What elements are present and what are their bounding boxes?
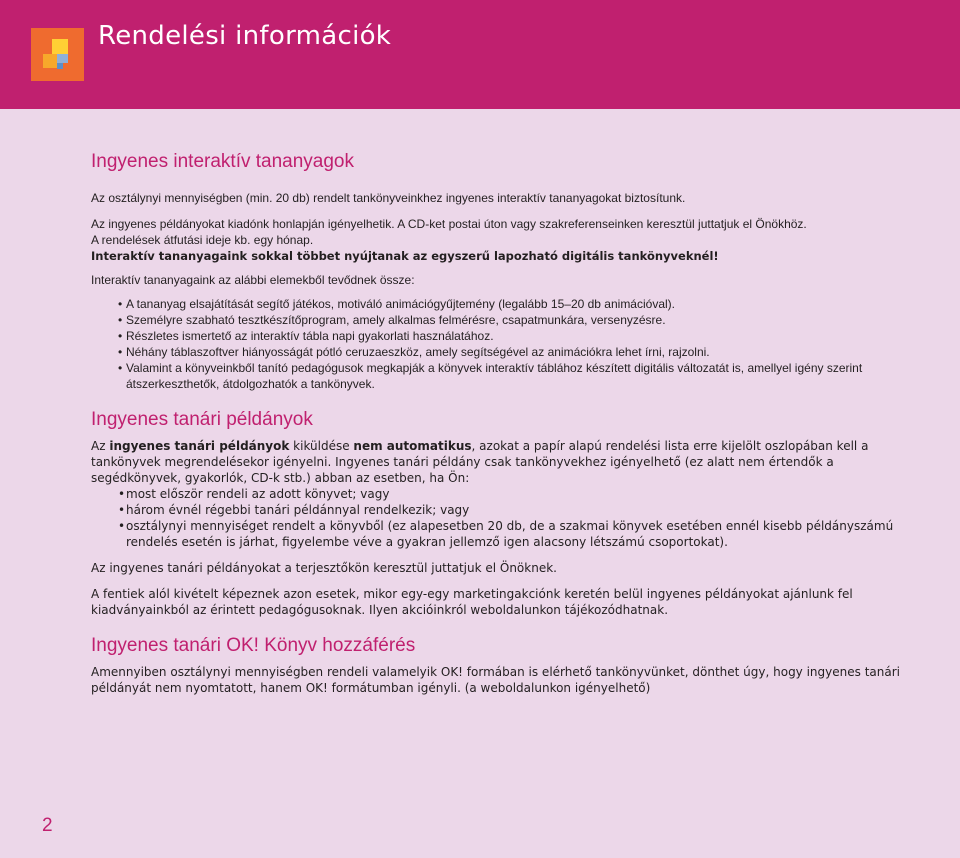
section-ok-book-access <box>91 634 911 696</box>
list-item: • Személyre szabható tesztkészítőprogram, amely alkalmas felmérésre, csapatmunkára, versenyzésre. <box>91 312 911 328</box>
feature-list <box>91 296 911 392</box>
section-heading: Ingyenes interaktív tananyagok <box>91 151 355 172</box>
paragraph: A fentiek alól kivételt képeznek azon esetek, mikor egy-egy marketingakciónk keretén belül ingyenes példányokat ajánlunk fel kiadványainkból az érintett pedagógusoknak. Ilyen akcióinkról weboldalunkon tájékozódhatnak. <box>91 587 853 617</box>
condition-list <box>91 486 911 550</box>
section-interactive-materials <box>91 150 911 392</box>
publisher-logo <box>31 28 84 81</box>
paragraph: Az ingyenes tanári példányok kiküldése nem automatikus, azokat a papír alapú rendelési lista erre kijelölt oszlopában kell a tankönyvek megrendelésekor igényelni. Ingyenes tanári példány csak tankönyvekhez igényelhető (ez alatt nem értendők a segédkönyvek, gyakorlók, CD-k stb.) abban az esetben, ha Ön: <box>91 439 869 485</box>
list-item: • Részletes ismertető az interaktív tábla napi gyakorlati használatához. <box>91 328 911 344</box>
page-title: Rendelési információk <box>98 21 392 51</box>
page-header <box>0 0 960 109</box>
section-heading: Ingyenes tanári OK! Könyv hozzáférés <box>91 635 416 656</box>
section-teacher-copies <box>91 408 911 618</box>
paragraph: Amennyiben osztálynyi mennyiségben rendeli valamelyik OK! formában is elérhető tankönyvünket, dönthet úgy, hogy ingyenes tanári példányát nem nyomtatott, hanem OK! formátumban igényli. (a weboldalunkon igényelhető) <box>91 665 900 695</box>
page-number: 2 <box>42 815 53 836</box>
paragraph: Az osztálynyi mennyiségben (min. 20 db) rendelt tankönyveinkhez ingyenes interaktív tananyagokat biztosítunk. <box>91 191 686 205</box>
list-item: • Néhány táblaszoftver hiányosságát pótló ceruzaeszköz, amely segítségével az animációkra lehet írni, rajzolni. <box>91 344 911 360</box>
main-content <box>91 150 911 696</box>
highlight-text: Interaktív tananyagaink sokkal többet nyújtanak az egyszerű lapozható digitális tankönyveknél! <box>91 249 719 263</box>
paragraph: Az ingyenes példányokat kiadónk honlapján igényelhetik. A CD-ket postai úton vagy szakreferenseinken keresztül juttatjuk el Önökhöz. <box>91 217 807 231</box>
list-item: • A tananyag elsajátítását segítő játékos, motiváló animációgyűjtemény (legalább 15–20 db animációval). <box>91 296 911 312</box>
list-item: • most először rendeli az adott könyvet; vagy <box>91 486 911 502</box>
paragraph: A rendelések átfutási ideje kb. egy hónap. <box>91 233 314 247</box>
paragraph: Az ingyenes tanári példányokat a terjesztőkön keresztül juttatjuk el Önöknek. <box>91 561 557 575</box>
paragraph: Interaktív tananyagaink az alábbi elemekből tevődnek össze: <box>91 273 415 287</box>
list-item: • Valamint a könyveinkből tanító pedagógusok megkapják a könyvek interaktív táblához készített digitális változatát is, amellyel igény szerint átszerkeszthetők, átdolgozhatók a tankönyvek. <box>91 360 911 392</box>
list-item: • három évnél régebbi tanári példánnyal rendelkezik; vagy <box>91 502 911 518</box>
list-item: • osztálynyi mennyiséget rendelt a könyvből (ez alapesetben 20 db, de a szakmai könyvek esetében ennél kisebb példányszámú rendelés esetén is járhat, figyelembe véve a gyakran jellemző igen alacsony létszámú csoportokat). <box>91 518 911 550</box>
section-heading: Ingyenes tanári példányok <box>91 409 313 430</box>
